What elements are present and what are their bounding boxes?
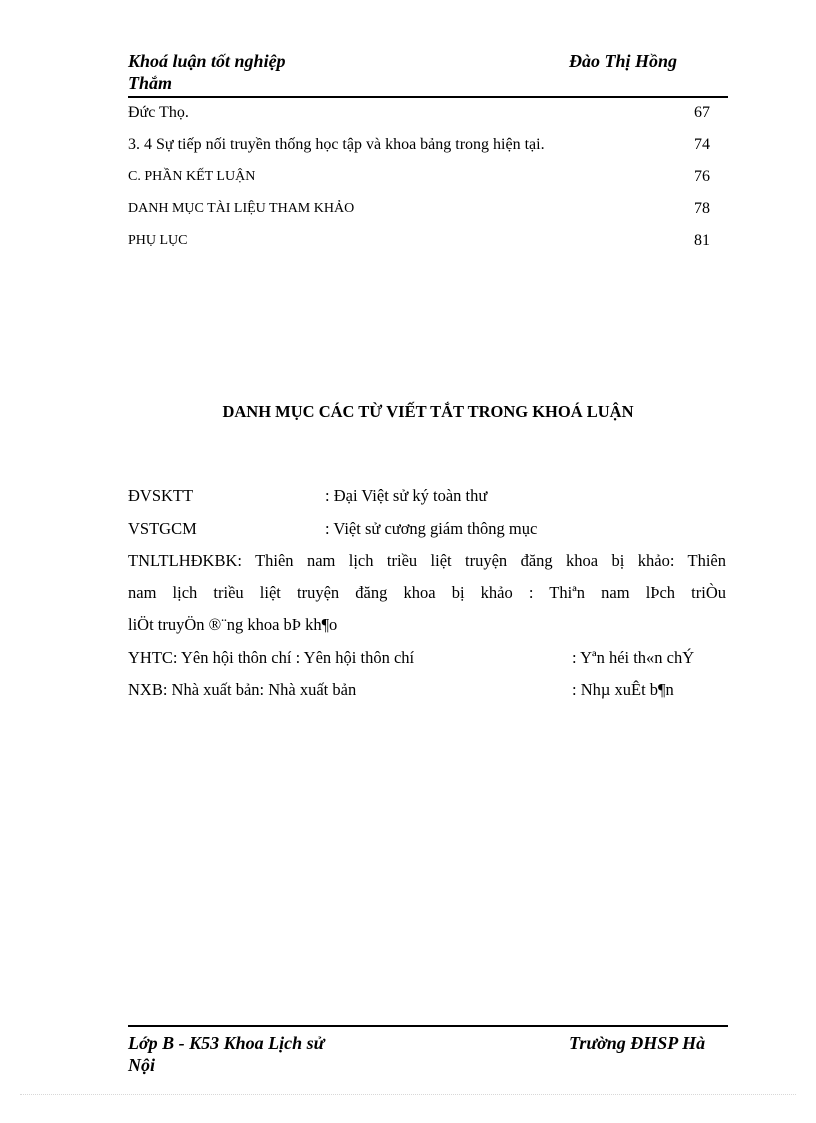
- header-right-text: Đào Thị Hồng: [569, 51, 678, 71]
- abbreviation-text: YHTC: Yên hội thôn chí : Yên hội thôn chí: [128, 648, 415, 667]
- footer-right-text: Trường ĐHSP Hà: [569, 1033, 706, 1053]
- abbreviation-key: VSTGCM: [128, 519, 197, 538]
- abbreviation-encoded: : Yªn héi th«n chÝ: [572, 648, 695, 667]
- toc-title: DANH MỤC TÀI LIỆU THAM KHẢO: [128, 201, 355, 216]
- section-title: DANH MỤC CÁC TỪ VIẾT TẮT TRONG KHOÁ LUẬN: [222, 402, 634, 421]
- toc-title: Đức Thọ.: [128, 104, 189, 121]
- toc-page: 76: [694, 168, 710, 185]
- toc-row: [128, 200, 710, 224]
- toc-row: [128, 232, 710, 256]
- toc-page: 78: [694, 200, 710, 217]
- toc-title: PHỤ LỤC: [128, 233, 188, 248]
- toc-title: C. PHẦN KẾT LUẬN: [128, 169, 256, 184]
- header-rule: [128, 96, 728, 98]
- header-left-text: Khoá luận tốt nghiệp Thắm: [128, 51, 286, 93]
- footer-rule: [128, 1025, 728, 1027]
- toc-page: 81: [694, 232, 710, 249]
- abbreviation-text: NXB: Nhà xuất bản: Nhà xuất bản: [128, 680, 357, 699]
- toc-row: [128, 136, 710, 160]
- abbreviation-paragraph-line: TNLTLHĐKBK: Thiên nam lịch triều liệt truyện đăng khoa bị khảo: Thiên: [128, 551, 726, 570]
- toc-row: [128, 168, 710, 192]
- abbreviation-value: : Đại Việt sử ký toàn thư: [325, 486, 488, 505]
- footer-left-text: Lớp B - K53 Khoa Lịch sử Nội: [128, 1033, 325, 1075]
- abbreviation-paragraph-line: nam lịch triều liệt truyện đăng khoa bị khảo : Thiªn nam lÞch triÒu: [128, 583, 726, 602]
- abbreviation-encoded: : Nhµ xuÊt b¶n: [572, 680, 674, 699]
- toc-row: [128, 104, 710, 128]
- abbreviation-key: ĐVSKTT: [128, 486, 194, 505]
- toc-page: 67: [694, 104, 710, 121]
- abbreviation-paragraph-line: liÖt truyÖn ®¨ng khoa bÞ kh¶o: [128, 615, 338, 634]
- abbreviation-value: : Việt sử cương giám thông mục: [325, 519, 538, 538]
- page-bottom-border: [20, 1094, 796, 1095]
- toc-page: 74: [694, 136, 710, 153]
- toc-title: 3. 4 Sự tiếp nối truyền thống học tập và khoa bảng trong hiện tại.: [128, 136, 545, 153]
